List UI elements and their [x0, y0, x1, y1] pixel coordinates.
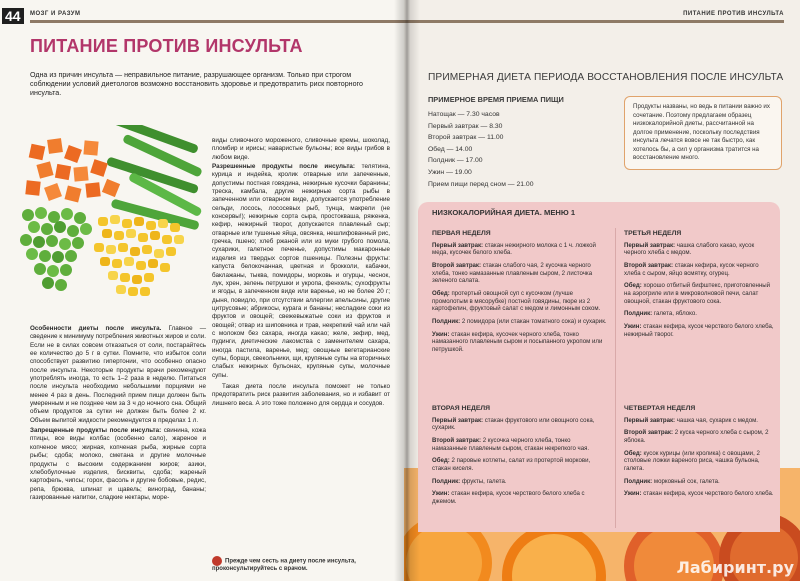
running-head-left: МОЗГ И РАЗУМ: [30, 11, 81, 17]
meal-item: Обед: хорошо отбитый бифштекс, приготовленный на аэрогриле или в микроволновой печи, салат овощной, стакан фруктового сока.: [624, 282, 770, 305]
page-title: ПИТАНИЕ ПРОТИВ ИНСУЛЬТА: [30, 36, 303, 56]
meal-item: Второй завтрак: стакан слабого чая, 2 кусочка черного хлеба, тонко намазанные плавленым сыром, 2 листочка зеленого салата.: [432, 261, 593, 285]
forbidden-foods-text: свинина, кожа птицы, все виды колбас (особенно сало), жареное и копченое мясо; жирная, копченая рыба, жирные сорта рыбы; сдоба; молоко, сметана и другие молочные продукты с высоким содержанием жиров; азики, хлебобулочные изделия, бисквиты, сдоба; жареный картофель, чипсы; горох, фасоль и другие бобовые, редис, репа, брюква, шпинат и щавель; виноград, бананы; газированные напитки, сладкие нектары, море-: [30, 427, 206, 501]
menu-title: НИЗКОКАЛОРИЙНАЯ ДИЕТА. МЕНЮ 1: [432, 208, 576, 217]
schedule-item: Первый завтрак — 8.30: [428, 122, 503, 130]
week-title: ВТОРАЯ НЕДЕЛЯ: [432, 405, 491, 412]
schedule-item: Обед — 14.00: [428, 145, 473, 153]
meal-item: Полдник: 2 помидора (или стакан томатного сока) и сухарик.: [432, 317, 607, 325]
meal-item: Обед: кусок курицы (или кролика) с овощами, 2 столовые ложки вареного риса, чашка бульона, галета.: [624, 449, 760, 472]
meal-schedule: [428, 109, 533, 190]
meal-item: Полдник: фрукты, галета.: [432, 477, 507, 485]
running-head-right: ПИТАНИЕ ПРОТИВ ИНСУЛЬТА: [683, 11, 784, 17]
week-title: ЧЕТВЕРТАЯ НЕДЕЛЯ: [624, 405, 696, 412]
week-title: ПЕРВАЯ НЕДЕЛЯ: [432, 230, 491, 237]
vegetables-photo: [10, 125, 210, 320]
diet-features-text: Главное — сведение к минимуму потребления животных жиров и соли. Если не в силах совсем отказаться от соли, постарайтесь ее количество до 5 г в сутки. Помните, что избыток соли способствует развитию гипертонии, что особенно опасно после инсульта. Некоторые продукты врачи рекомендуют употреблять иногда, то есть 1–2 раза в неделю. Питаться после инсульта необходимо небольшими порциями не менее 4 раз в день. Последний прием пищи должен быть умеренным и не позднее чем за 3 ч до ночного сна. Общий объем продуктов за сутки не должен быть более 2 кг. Объем выпитой жидкости рекомендуется в пределах 1 л.: [30, 325, 207, 424]
header-rule-right: [404, 20, 784, 23]
meal-item: Полдник: морковный сок, галета.: [624, 477, 720, 485]
week-3: [624, 230, 774, 343]
meal-item: Второй завтрак: стакан кефира, кусок черного хлеба с сыром, яйцо всмятку, огурец.: [624, 261, 759, 277]
meal-item: Ужин: стакан кефира, кусочек черного хлеба, тонко намазанного плавленым сыром и посыпанного укропом или петрушкой.: [432, 330, 603, 353]
lead-paragraph: Одна из причин инсульта — неправильное питание, разрушающее организм. Только при строгом соблюдении условий диетологов возможно восстановить здоровье и предотвратить риск повторного инсульта.: [30, 71, 363, 98]
header-rule-left: [30, 20, 404, 23]
schedule-item: Натощак — 7.30 часов: [428, 111, 500, 118]
schedule-item: Ужин — 19.00: [428, 168, 472, 176]
meal-item: Первый завтрак: чашка чая, сухарик с медом.: [624, 416, 758, 424]
week-4: [624, 405, 774, 503]
text-column-2: [212, 137, 390, 408]
meal-item: Обед: 2 паровые котлеты, салат из протертой моркови, стакан киселя.: [432, 457, 591, 472]
week-1: [432, 230, 607, 359]
meal-item: Ужин: стакан кефира, кусок черствого белого хлеба с джемом.: [432, 490, 585, 505]
forbidden-foods-heading: Запрещенные продукты после инсульта:: [30, 427, 162, 435]
note-box: Продукты названы, но ведь в питании важно их сочетание. Поэтому предлагаем образец низкокалорийной диеты, рассчитанной на долгое применение, поскольку последствия инсульта лечатся вовсе не так быстро, как хотелось бы, а сил у организма тратится на восстановление много.: [624, 96, 782, 170]
right-page: [404, 0, 800, 581]
meal-item: Второй завтрак: 2 кусочка черного хлеба, тонко намазанные плавленым сыром, стакан некрепкого чая.: [432, 436, 590, 452]
meal-item: Первый завтрак: стакан нежирного молока с 1 ч. ложкой меда, кусочек белого хлеба.: [432, 241, 596, 257]
allowed-foods-heading: Разрешенные продукты после инсульта:: [212, 163, 356, 171]
week-divider: [615, 228, 616, 528]
diet-menu-panel: [418, 202, 780, 532]
text-column-1: [30, 325, 206, 502]
diet-features-heading: Особенности диеты после инсульта.: [30, 325, 162, 332]
page-number: 44: [2, 8, 24, 24]
meal-item: Первый завтрак: стакан фруктового или овощного сока, сухарик.: [432, 416, 595, 432]
doctor-tip: [212, 556, 390, 573]
doctor-tip-text: Прежде чем сесть на диету после инсульта, проконсультируйтесь с врачом.: [212, 558, 356, 572]
meal-item: Обед: протертый овощной суп с кусочком (лучше промолотым в мясорубке) постной говядины, пюре из 2 картофелин, фруктовый салат с медом и лимонным соком.: [432, 289, 601, 313]
schedule-item: Второй завтрак — 11.00: [428, 134, 504, 142]
schedule-item: Полдник — 17.00: [428, 157, 483, 165]
meal-item: Полдник: галета, яблоко.: [624, 310, 697, 318]
allowed-foods-text: телятина, курица и индейка, кролик отварные или запеченные, допустимы постная говядина, нежирные кусочки баранины; треска, камбала, другие нежирные сорта рыбы в запеченном или отварном виде, допускается употребление сельди, лосось, лососевых рыб, тунца, макрели (не консервы!); нежирные сорта сыра, простокваша, ряженка, кефир, нежирный творог, допускается плавленый сыр; отварные или тушеные яйца, овсянка, нешлифованный рис, гречка, пшено; хлеб ржаной или из муки грубого помола, сухарики, галетное печенье, допустимы макаронные изделия из твердых сортов пшеницы. Полезны фрукты: капуста белокочанная, цветная и брокколи, кабачки, баклажаны, тыква, помидоры, морковь и огурцы, чеснок, лук, хрен, зелень петрушки и укропа, фенхель; сухофрукты и ягоды, в запеченном виде или варенье, но не более 20 г; дыня, повидло, при отсутствии аллергии апельсины, другие цитрусовые; абрикосы, курага и бананы; несладкие соки из фруктов и овощей; свежевыжатые соки из фруктов и овощей; отвар из шиповника и трав, некрепкий чай или чай с молоком без сахара, иногда какао; желе, зефир, мед, пудинги, диетические лакомства с заменителем сахара, иногда пастила, варенье, мед; овощные вегетарианские супы, борщи, свекольники, щи, крупяные супы на вторичных слабых нежирных бульонах, крупяные супы, молочные супы.: [212, 163, 390, 379]
schedule-item: Прием пищи перед сном — 21.00: [428, 180, 534, 188]
meal-item: Второй завтрак: 2 куска черного хлеба с сыром, 2 яблока.: [624, 429, 769, 444]
conclusion-text: Такая диета после инсульта поможет не только предотвратить риск развития заболевания, но и избавит от лишнего веса. А это тоже положено для сердца и сосудов.: [212, 382, 390, 407]
diet-title: ПРИМЕРНАЯ ДИЕТА ПЕРИОДА ВОССТАНОВЛЕНИЯ ПОСЛЕ ИНСУЛЬТА: [428, 72, 784, 83]
schedule-title: ПРИМЕРНОЕ ВРЕМЯ ПРИЕМА ПИЩИ: [428, 95, 564, 104]
week-title: ТРЕТЬЯ НЕДЕЛЯ: [624, 230, 682, 237]
meal-item: Ужин: стакан кефира, кусок черствого белого хлеба.: [624, 490, 774, 498]
forbidden-foods-continued: виды сливочного мороженого, сливочные кремы, шоколад, пломбир и ирисы; наваристые бульоны; все виды грибов в любом виде.: [212, 137, 390, 161]
meal-item: Ужин: стакан кефира, кусок черствого белого хлеба, нежирный творог.: [624, 322, 774, 338]
watermark: Лабиринт.ру: [676, 558, 794, 577]
week-2: [432, 405, 607, 511]
warning-icon: [212, 556, 222, 566]
meal-item: Первый завтрак: чашка слабого какао, кусок черного хлеба с медом.: [624, 241, 755, 257]
